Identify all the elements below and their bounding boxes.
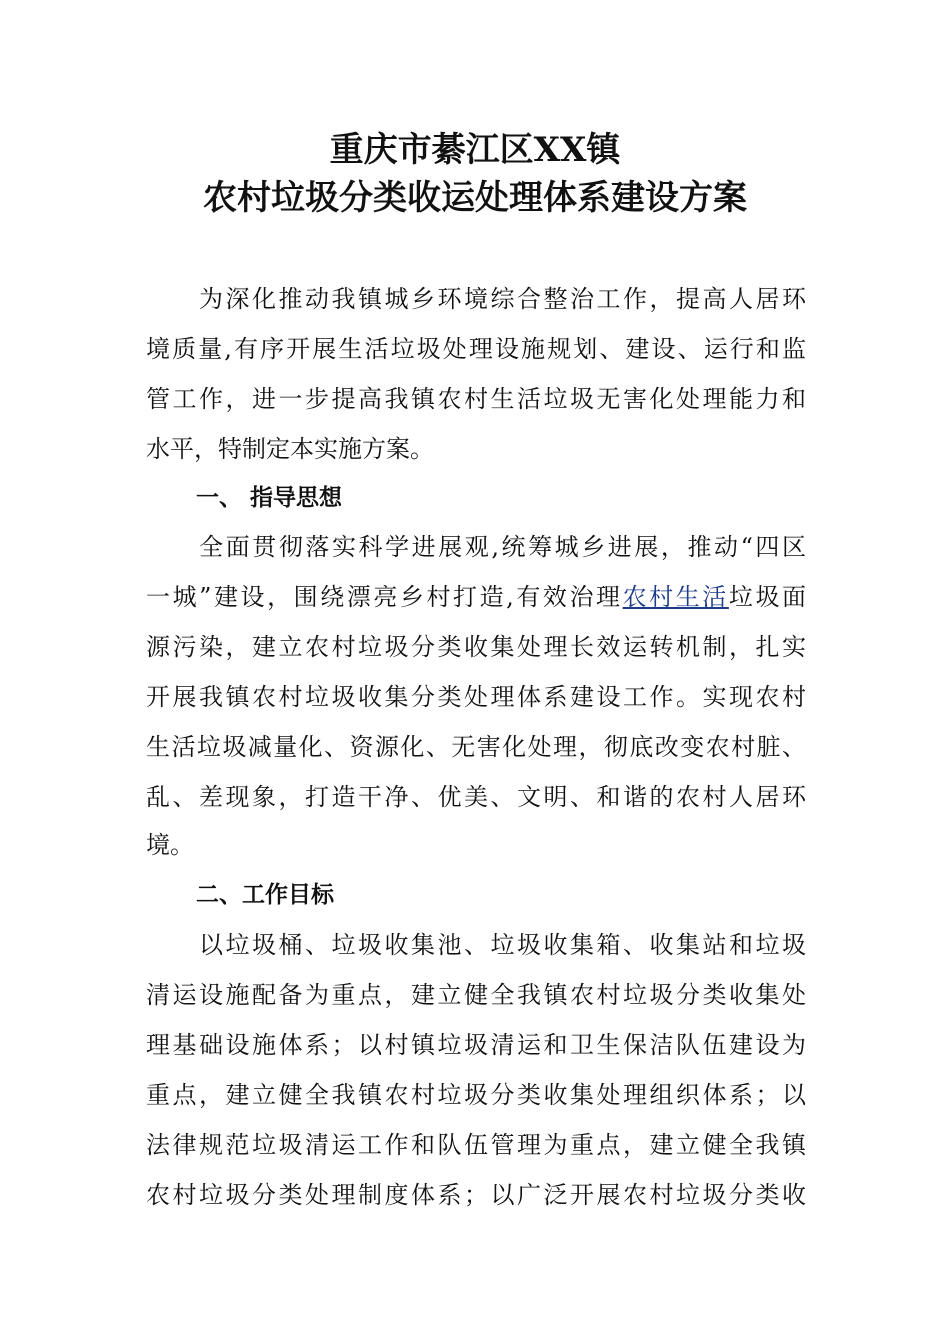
section-1-line-3: 源污染，建立农村垃圾分类收集处理长效运转机制，扎实 (146, 633, 806, 661)
section-1-line-4: 开展我镇农村垃圾收集分类处理体系建设工作。实现农村 (146, 683, 806, 711)
document-title-line-1: 重庆市綦江区XX镇 (329, 130, 621, 170)
section-1-line-5: 生活垃圾减量化、资源化、无害化处理，彻底改变农村脏、 (146, 733, 806, 761)
section-2-line-1: 以垃圾桶、垃圾收集池、垃圾收集箱、收集站和垃圾 (146, 931, 806, 959)
section-1-line-1: 全面贯彻落实科学进展观,统筹城乡进展，推动“四区 (146, 533, 806, 561)
document-title-line-2: 农村垃圾分类收运处理体系建设方案 (203, 178, 747, 218)
intro-line-3: 管工作，进一步提高我镇农村生活垃圾无害化处理能力和 (146, 385, 806, 413)
rural-life-link[interactable]: 农村生活 (622, 583, 729, 611)
section-1-line-6: 乱、差现象，打造干净、优美、文明、和谐的农村人居环 (146, 783, 806, 811)
section-2-heading: 二、工作目标 (196, 882, 334, 908)
section-2-line-3: 理基础设施体系；以村镇垃圾清运和卫生保洁队伍建设为 (146, 1031, 806, 1059)
intro-line-4: 水平，特制定本实施方案。 (146, 435, 434, 463)
section-1-line-2-end: 垃圾面 (728, 583, 807, 611)
section-2-line-4: 重点，建立健全我镇农村垃圾分类收集处理组织体系；以 (146, 1081, 806, 1109)
section-1-line-7: 境。 (146, 831, 194, 859)
section-1-line-2-start: 一城”建设，围绕漂亮乡村打造,有效治理 (146, 583, 623, 611)
section-1-heading: 一、 指导思想 (196, 485, 343, 511)
intro-line-2: 境质量,有序开展生活垃圾处理设施规划、建设、运行和监 (146, 335, 806, 363)
section-1-line-2 (146, 582, 806, 612)
section-2-line-5: 法律规范垃圾清运工作和队伍管理为重点，建立健全我镇 (146, 1131, 806, 1159)
section-2-line-2: 清运设施配备为重点，建立健全我镇农村垃圾分类收集处 (146, 981, 806, 1009)
section-2-line-6: 农村垃圾分类处理制度体系；以广泛开展农村垃圾分类收 (146, 1181, 806, 1209)
intro-line-1: 为深化推动我镇城乡环境综合整治工作，提高人居环 (146, 285, 806, 313)
